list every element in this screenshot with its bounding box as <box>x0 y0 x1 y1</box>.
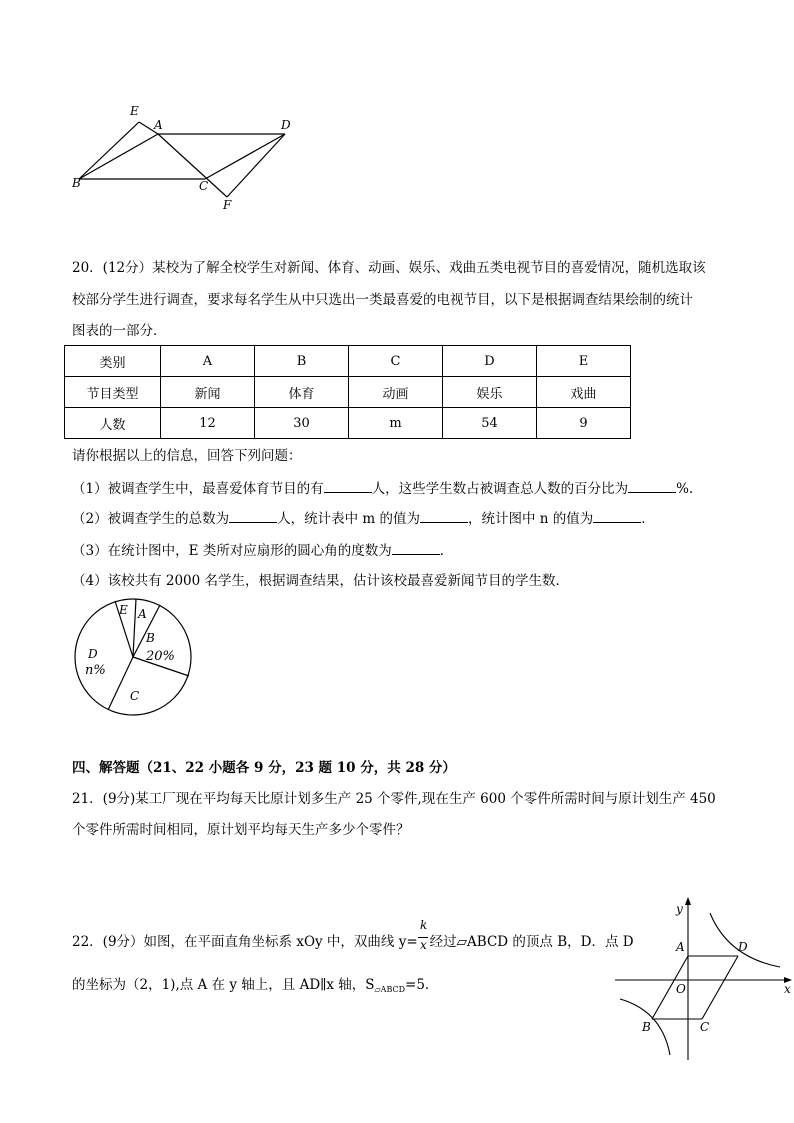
q20-s3-text-a: （3）在统计图中，E 类所对应扇形的圆心角的度数为 <box>72 543 392 559</box>
table-row <box>65 408 631 439</box>
answer-blank <box>593 508 641 523</box>
table-cell: 体育 <box>255 377 349 408</box>
table-cell: 人数 <box>65 408 161 439</box>
table-row <box>65 377 631 408</box>
table-cell: E <box>537 346 631 377</box>
table-cell: 9 <box>537 408 631 439</box>
label-B: B <box>72 176 81 190</box>
axis-label-x: x <box>784 982 791 996</box>
table-cell: 类别 <box>65 346 161 377</box>
coordinate-figure <box>610 895 794 1065</box>
q20-s3-text-b: ． <box>439 543 454 559</box>
table-cell: 54 <box>443 408 537 439</box>
pie-divider-EA <box>133 599 136 657</box>
q20-s1-text-c: %. <box>676 481 694 497</box>
q20-text-line-3: 图表的一部分． <box>72 323 167 339</box>
q22-text-line-1 <box>72 932 634 952</box>
fraction-denominator: x <box>420 938 427 952</box>
table-cell: 娱乐 <box>443 377 537 408</box>
q20-s2-text-d: ． <box>641 511 655 527</box>
q20-subquestion-1 <box>72 478 693 499</box>
table-cell: 30 <box>255 408 349 439</box>
q20-s2-text-c: ，统计图中 n 的值为 <box>467 511 594 527</box>
q22-text-b: 经过▱ABCD 的顶点 B，D．点 D <box>429 934 634 950</box>
answer-blank <box>420 508 468 523</box>
answer-blank <box>324 478 372 493</box>
point-label-O: O <box>676 982 686 996</box>
answer-blank <box>628 478 676 493</box>
q21-text-line-1: 21．(9分)某工厂现在平均每天比原计划多生产 25 个零件,现在生产 600 个零件所需时间与原计划生产 450 <box>72 791 716 807</box>
q21-text-line-2: 个零件所需时间相同，原计划平均每天生产多少个零件？ <box>72 822 410 838</box>
table-cell: 节目类型 <box>65 377 161 408</box>
table-cell: D <box>443 346 537 377</box>
answer-blank <box>229 508 277 523</box>
table-cell: B <box>255 346 349 377</box>
label-C: C <box>199 179 209 193</box>
pie-label-C: C <box>130 689 140 703</box>
label-E: E <box>130 104 139 118</box>
q20-s2-text-a: （2）被调查学生的总数为 <box>72 511 230 527</box>
segment-CD <box>205 134 285 179</box>
pie-label-E: E <box>119 603 128 617</box>
label-A: A <box>154 118 163 132</box>
label-D: D <box>281 118 291 132</box>
segment-AF <box>158 134 227 197</box>
q22-text-line-2 <box>72 975 438 1000</box>
q20-text-line-1: 20．(12分）某校为了解全校学生对新闻、体育、动画、娱乐、戏曲五类电视节目的喜爱情况，随机选取该 <box>72 260 706 276</box>
table-cell: 动画 <box>349 377 443 408</box>
pie-label-D: D <box>88 647 98 661</box>
geometry-figure-1 <box>60 95 310 220</box>
fraction-numerator: k <box>420 918 428 932</box>
table-cell: C <box>349 346 443 377</box>
q22-text-a: 22．(9分）如图，在平面直角坐标系 xOy 中，双曲线 y= <box>72 934 418 950</box>
table-cell: 12 <box>161 408 255 439</box>
y-axis-arrow <box>685 897 691 905</box>
q20-prompt: 请你根据以上的信息，回答下列问题： <box>72 448 302 464</box>
pie-label-D-percent: n% <box>85 663 106 678</box>
section-4-title: 四、解答题（21、22 小题各 9 分，23 题 10 分，共 28 分） <box>72 760 456 776</box>
point-label-C: C <box>700 1020 710 1034</box>
survey-table <box>64 345 631 439</box>
q20-text-line-2: 校部分学生进行调查，要求每名学生从中只选出一类最喜爱的电视节目，以下是根据调查结果绘制的统计 <box>72 292 693 308</box>
q20-s1-text-b: 人，这些学生数占被调查总人数的百分比为 <box>371 481 629 497</box>
answer-blank <box>392 540 440 555</box>
table-cell: m <box>349 408 443 439</box>
pie-label-B-percent: 20% <box>146 649 175 664</box>
q20-s1-text-a: （1）被调查学生中，最喜爱体育节目的有 <box>72 481 324 497</box>
q22-text-d: =5． <box>405 977 439 993</box>
q22-text-c: 的坐标为（2，1),点 A 在 y 轴上，且 AD∥x 轴，S <box>72 977 375 993</box>
q20-s2-text-b: 人，统计表中 m 的值为 <box>277 511 420 527</box>
q20-subquestion-2 <box>72 508 655 529</box>
axis-label-y: y <box>676 902 683 916</box>
pie-label-B: B <box>146 631 155 645</box>
label-F: F <box>223 198 232 212</box>
point-label-D: D <box>738 940 748 954</box>
table-cell: 新闻 <box>161 377 255 408</box>
table-cell: 戏曲 <box>537 377 631 408</box>
q22-subscript: ▱ABCD <box>374 985 406 994</box>
q20-subquestion-3 <box>72 540 453 561</box>
point-label-B: B <box>642 1020 651 1034</box>
pie-chart-figure <box>60 590 210 725</box>
pie-label-A: A <box>138 607 147 621</box>
table-cell: A <box>161 346 255 377</box>
point-label-A: A <box>676 940 685 954</box>
segment-DF <box>227 134 285 197</box>
segment-CD <box>702 956 738 1019</box>
table-row <box>65 346 631 377</box>
q20-subquestion-4: （4）该校共有 2000 名学生，根据调查结果，估计该校最喜爱新闻节目的学生数． <box>72 573 570 589</box>
